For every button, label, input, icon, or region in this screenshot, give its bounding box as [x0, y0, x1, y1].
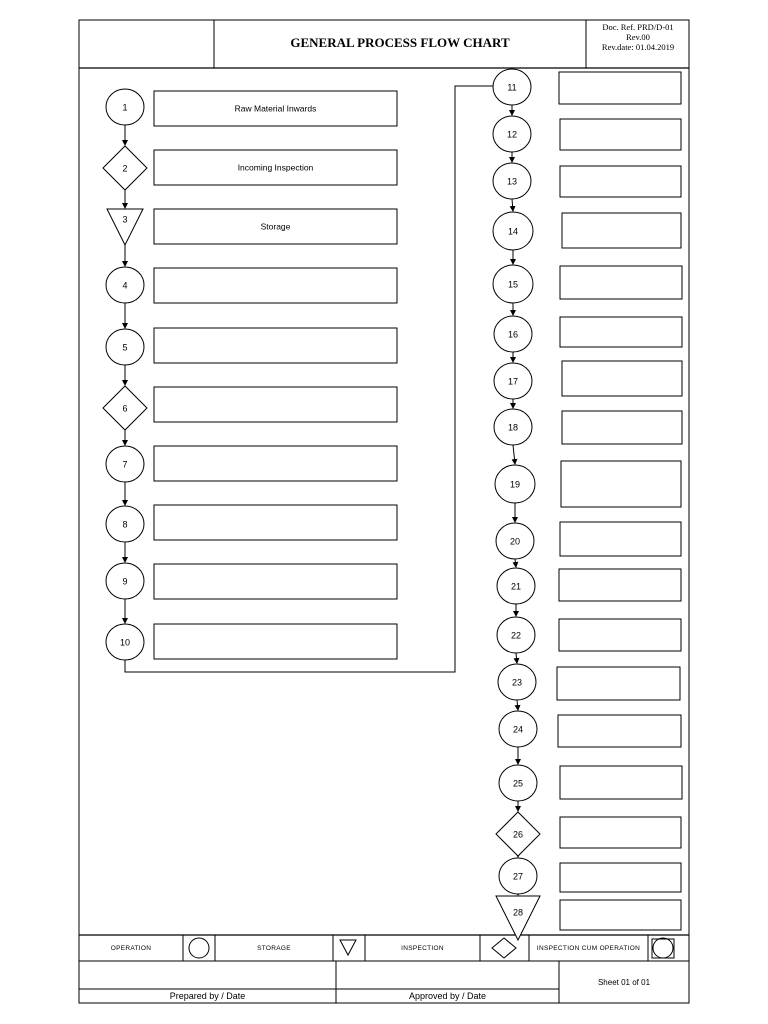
step-number-1: 1	[122, 102, 128, 113]
step-number-14: 14	[507, 226, 519, 237]
legend-inspection-symbol	[492, 938, 516, 958]
step-number-6: 6	[122, 403, 128, 414]
step-number-7: 7	[122, 459, 128, 470]
step-number-20: 20	[509, 536, 521, 547]
step-number-12: 12	[506, 129, 518, 140]
process-box-28	[560, 900, 681, 930]
step-number-19: 19	[509, 479, 521, 490]
step-number-5: 5	[122, 342, 128, 353]
doc-ref-number: Doc. Ref. PRD/D-01	[602, 22, 674, 32]
process-box-22	[559, 619, 681, 651]
step-number-8: 8	[122, 519, 128, 530]
process-box-13	[560, 166, 681, 197]
connector-22-to-23	[516, 653, 517, 663]
legend-operation-label: OPERATION	[110, 944, 152, 952]
process-box-10	[154, 624, 397, 659]
connector-13-to-14	[512, 199, 513, 211]
prepared-by-label: Prepared by / Date	[169, 991, 246, 1001]
process-box-9	[154, 564, 397, 599]
step-number-10: 10	[119, 637, 131, 648]
process-box-11	[559, 72, 681, 104]
process-box-5	[154, 328, 397, 363]
storage-symbol-28	[496, 896, 540, 940]
legend-storage-label: STORAGE	[257, 944, 291, 952]
process-box-7	[154, 446, 397, 481]
process-box-15	[560, 266, 682, 299]
step-number-9: 9	[122, 576, 128, 587]
step-number-15: 15	[507, 279, 519, 290]
process-box-26	[560, 817, 681, 848]
step-description-2: Incoming Inspection	[237, 162, 314, 173]
step-number-28: 28	[512, 907, 524, 918]
legend-inspection-cum-operation-circle	[653, 938, 673, 958]
connector-20-to-21	[515, 559, 516, 567]
flow-steps	[103, 69, 682, 940]
process-box-27	[560, 863, 681, 892]
step-number-11: 11	[507, 82, 517, 93]
process-box-18	[562, 411, 682, 444]
process-box-4	[154, 268, 397, 303]
process-box-14	[562, 213, 681, 248]
revision-date: Rev.date: 01.04.2019	[601, 42, 675, 52]
step-number-18: 18	[507, 422, 519, 433]
process-box-8	[154, 505, 397, 540]
process-box-19	[561, 461, 681, 507]
step-number-3: 3	[122, 214, 128, 225]
step-number-2: 2	[122, 163, 128, 174]
connector-18-to-19	[513, 445, 515, 464]
step-number-4: 4	[122, 280, 128, 291]
revision-number: Rev.00	[626, 32, 650, 42]
connector-23-to-24	[517, 700, 518, 710]
step-number-25: 25	[512, 778, 524, 789]
process-box-20	[560, 522, 681, 556]
step-number-13: 13	[506, 176, 518, 187]
sheet-number: Sheet 01 of 01	[597, 977, 651, 987]
process-box-17	[562, 361, 682, 396]
step-number-26: 26	[512, 829, 524, 840]
process-box-12	[560, 119, 681, 150]
step-number-21: 21	[510, 581, 522, 592]
step-number-27: 27	[512, 871, 524, 882]
document-reference	[588, 22, 688, 52]
page-title: GENERAL PROCESS FLOW CHART	[290, 35, 510, 50]
legend-inspection-cum-operation-label: INSPECTION CUM OPERATION	[536, 944, 641, 952]
legend-inspection-label: INSPECTION	[401, 944, 444, 952]
approved-by-label: Approved by / Date	[408, 991, 487, 1001]
process-box-21	[559, 569, 681, 601]
step-number-22: 22	[510, 630, 522, 641]
process-box-6	[154, 387, 397, 422]
step-number-24: 24	[512, 724, 524, 735]
process-box-23	[557, 667, 680, 700]
legend-storage-symbol	[340, 940, 356, 955]
step-number-16: 16	[507, 329, 519, 340]
process-box-16	[560, 317, 682, 347]
legend-operation-symbol	[189, 938, 209, 958]
step-number-23: 23	[511, 677, 523, 688]
process-box-25	[560, 766, 682, 799]
process-box-24	[558, 715, 681, 747]
step-description-1: Raw Material Inwards	[234, 103, 317, 114]
step-description-3: Storage	[260, 221, 291, 232]
step-number-17: 17	[507, 376, 519, 387]
